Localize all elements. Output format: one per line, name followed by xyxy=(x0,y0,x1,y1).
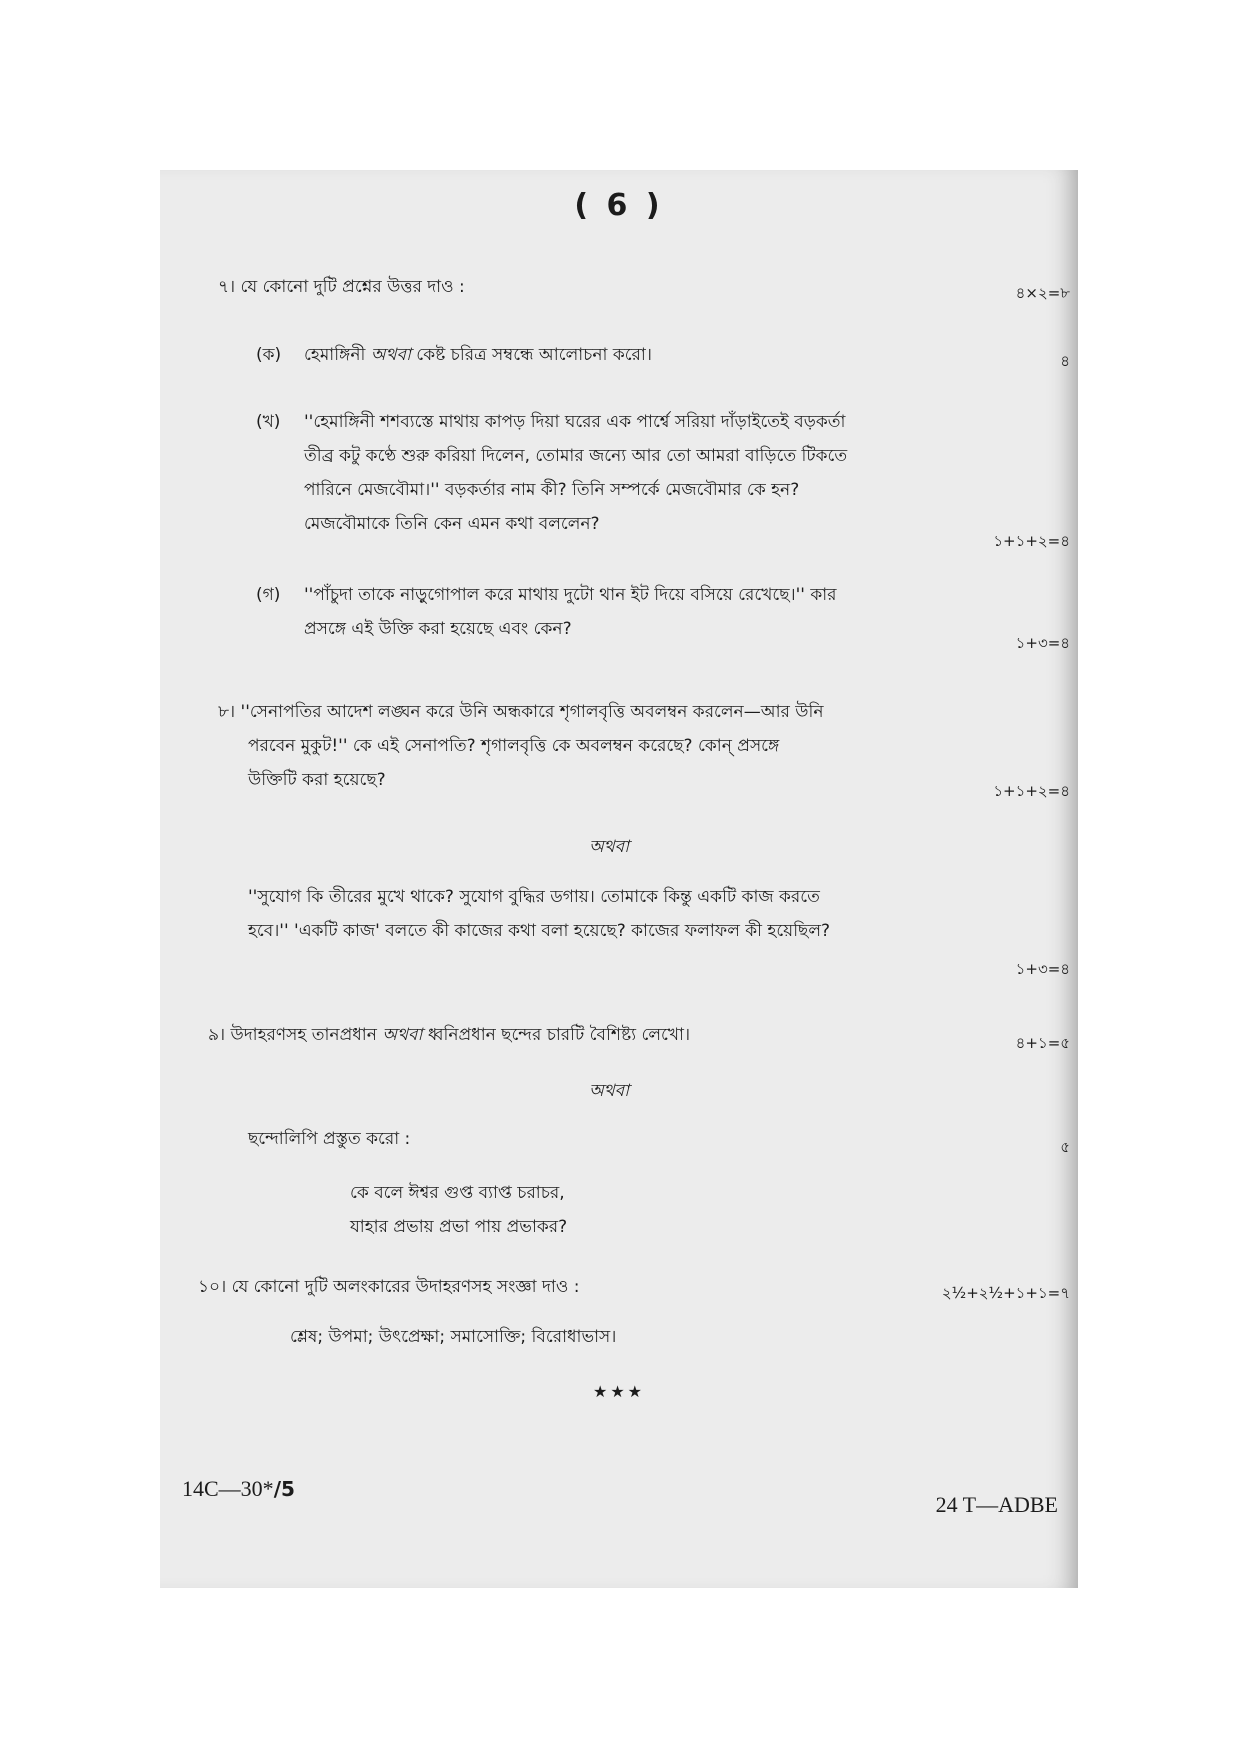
footer-right-code: 24 T—ADBE xyxy=(935,1492,1058,1517)
q7a-text-2: কেষ্ট চরিত্র সম্বন্ধে আলোচনা করো। xyxy=(416,345,652,365)
verse xyxy=(350,1176,567,1244)
q7b-line: পারিনে মেজবৌমা।'' বড়কর্তার নাম কী? তিনি সম্পর্কে মেজবৌমার কে হন? xyxy=(304,480,800,500)
q8-alt-line: ''সুযোগ কি তীরের মুখে থাকে? সুযোগ বুদ্ধির ডগায়। তোমাকে কিন্তু একটি কাজ করতে xyxy=(248,887,820,907)
q7c-label: (গ) xyxy=(256,585,281,605)
q10-heading: ১০। যে কোনো দুটি অলংকারের উদাহরণসহ সংজ্ঞা দাও : xyxy=(198,1277,580,1297)
scanned-page xyxy=(160,170,1078,1588)
q8-alt-line: হবে।'' 'একটি কাজ' বলতে কী কাজের কথা বলা হয়েছে? কাজের ফলাফল কী হয়েছিল? xyxy=(248,921,831,941)
q7-marks: ৪×২=৮ xyxy=(1015,284,1070,302)
q7c-text xyxy=(304,578,1044,646)
q7b-line: ''হেমাঙ্গিনী শশব্যস্তে মাথায় কাপড় দিয়া ঘরের এক পার্শ্বে সরিয়া দাঁড়াইতেই বড়কর্তা xyxy=(304,412,846,432)
q8-marks: ১+১+২=৪ xyxy=(993,782,1070,800)
q7a-or: অথবা xyxy=(370,345,411,365)
q7b-line: মেজবৌমাকে তিনি কেন এমন কথা বললেন? xyxy=(304,514,600,534)
page-number: ( 6 ) xyxy=(574,188,664,223)
q7c-line: ''পাঁচুদা তাকে নাড়ুগোপাল করে মাথায় দুটো থান ইট দিয়ে বসিয়ে রেখেছে।'' কার xyxy=(304,585,837,605)
q9-text xyxy=(208,1018,690,1052)
q7c-line: প্রসঙ্গে এই উক্তি করা হয়েছে এবং কেন? xyxy=(304,619,572,639)
q8-text xyxy=(218,695,1028,797)
footer-left xyxy=(182,1476,295,1502)
q9-alt-heading: ছন্দোলিপি প্রস্তুত করো : xyxy=(248,1129,411,1149)
q8-line: উক্তিটি করা হয়েছে? xyxy=(248,770,386,790)
q10-items: শ্লেষ; উপমা; উৎপ্রেক্ষা; সমাসোক্তি; বিরোধাভাস। xyxy=(290,1327,617,1347)
q9-alt-marks: ৫ xyxy=(1060,1138,1070,1156)
q7c-marks: ১+৩=৪ xyxy=(1015,634,1070,652)
q9-text-1: ৯। উদাহরণসহ তানপ্রধান xyxy=(208,1025,377,1045)
q8-alt-text xyxy=(248,880,1038,948)
q8-line: পরবেন মুকুট!'' কে এই সেনাপতি? শৃগালবৃত্তি কে অবলম্বন করেছে? কোন্ প্রসঙ্গে xyxy=(248,736,780,756)
q8-alt-marks: ১+৩=৪ xyxy=(1015,960,1070,978)
verse-line: যাহার প্রভায় প্রভা পায় প্রভাকর? xyxy=(350,1217,568,1237)
verse-line: কে বলে ঈশ্বর গুপ্ত ব্যাপ্ত চরাচর, xyxy=(350,1183,565,1203)
q7a-marks: ৪ xyxy=(1060,352,1070,370)
q7b-label: (খ) xyxy=(256,412,281,432)
q7b-line: তীব্র কটু কণ্ঠে শুরু করিয়া দিলেন, তোমার জন্যে আর তো আমরা বাড়িতে টিকতে xyxy=(304,446,848,466)
q7a-label: (ক) xyxy=(256,345,282,365)
q9-or: অথবা xyxy=(588,1081,630,1101)
q9-marks: ৪+১=৫ xyxy=(1015,1034,1070,1052)
q8-line: ৮। ''সেনাপতির আদেশ লঙ্ঘন করে উনি অন্ধকারে শৃগালবৃত্তি অবলম্বন করলেন—আর উনি xyxy=(218,702,824,722)
footer-left-suffix: /5 xyxy=(273,1477,295,1501)
footer-left-code: 14C—30* xyxy=(182,1476,274,1501)
q9-or-inline: অথবা xyxy=(382,1025,423,1045)
q7a-text-1: হেমাঙ্গিনী xyxy=(304,345,366,365)
q7a xyxy=(256,338,652,372)
q7b-text xyxy=(304,405,1044,541)
q8-or: অথবা xyxy=(588,837,630,857)
q7b-marks: ১+১+২=৪ xyxy=(993,532,1070,550)
q9-text-2: ধ্বনিপ্রধান ছন্দের চারটি বৈশিষ্ট্য লেখো। xyxy=(427,1025,691,1045)
q7-heading: ৭। যে কোনো দুটি প্রশ্নের উত্তর দাও : xyxy=(218,277,465,297)
q10-marks: ২½+২½+১+১=৭ xyxy=(941,1284,1070,1302)
end-mark: ★★★ xyxy=(592,1382,646,1401)
